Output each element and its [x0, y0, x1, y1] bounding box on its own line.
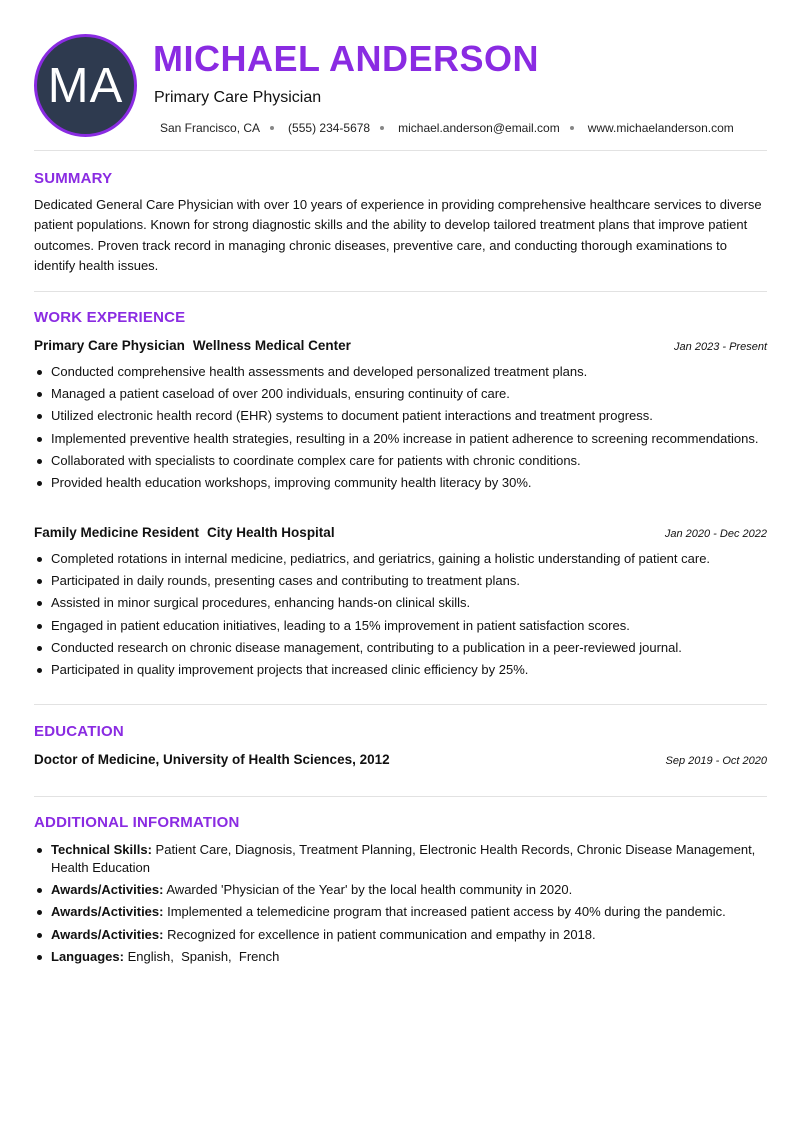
item-text: Awarded 'Physician of the Year' by the local health community in 2020. — [166, 882, 573, 898]
job-header — [34, 338, 767, 353]
item-text: English, Spanish, French — [127, 948, 280, 964]
education-entry — [34, 752, 767, 767]
divider — [34, 291, 767, 292]
item-text: Recognized for excellence in patient communication and empathy in 2018. — [167, 926, 596, 942]
list-item: Completed rotations in internal medicine, pediatrics, and geriatrics, gaining a holistic understanding of patient care. — [34, 550, 767, 568]
summary-heading: SUMMARY — [34, 170, 113, 187]
job-role: Primary Care Physician — [34, 338, 185, 353]
job-bullet-list — [34, 550, 767, 683]
list-item: Managed a patient caseload of over 200 individuals, ensuring continuity of care. — [34, 385, 767, 403]
list-item — [34, 881, 767, 899]
list-item: Engaged in patient education initiatives, leading to a 15% improvement in patient satisfaction scores. — [34, 617, 767, 635]
divider — [34, 150, 767, 151]
contact-location: San Francisco, CA — [160, 121, 261, 135]
list-item: Participated in daily rounds, presenting cases and contributing to treatment plans. — [34, 572, 767, 590]
separator-dot — [570, 126, 574, 130]
separator-dot — [380, 126, 384, 130]
item-label: Awards/Activities: — [51, 926, 164, 942]
avatar-initials: MA — [47, 58, 124, 113]
separator-dot — [270, 126, 274, 130]
job-company: City Health Hospital — [207, 525, 335, 540]
list-item: Participated in quality improvement projects that increased clinic efficiency by 25%. — [34, 661, 767, 679]
item-text: Patient Care, Diagnosis, Treatment Planning, Electronic Health Records, Chronic Disease Management, Health Education — [51, 842, 756, 875]
additional-info-list — [34, 841, 767, 970]
list-item: Collaborated with specialists to coordinate complex care for patients with chronic conditions. — [34, 452, 767, 470]
additional-info-heading: ADDITIONAL INFORMATION — [34, 814, 240, 831]
divider — [34, 796, 767, 797]
job-company: Wellness Medical Center — [192, 338, 351, 353]
list-item: Utilized electronic health record (EHR) systems to document patient interactions and treatment progress. — [34, 407, 767, 425]
list-item — [34, 841, 767, 877]
list-item: Conducted comprehensive health assessments and developed personalized treatment plans. — [34, 363, 767, 381]
candidate-title: Primary Care Physician — [154, 89, 322, 106]
job-role: Family Medicine Resident — [34, 525, 200, 540]
job-header — [34, 525, 767, 540]
list-item: Conducted research on chronic disease management, contributing to a publication in a peer-reviewed journal. — [34, 639, 767, 657]
list-item — [34, 903, 767, 921]
list-item — [34, 926, 767, 944]
contact-bar — [160, 121, 734, 135]
item-label: Awards/Activities: — [51, 882, 164, 898]
education-heading: EDUCATION — [34, 723, 124, 740]
summary-text: Dedicated General Care Physician with over 10 years of experience in providing comprehensive healthcare services to diverse patient populations. Known for strong diagnostic skills and the ability to develop tailored treatment plans that improve patient outcomes. Proven track record in managing chronic diseases, preventive care, and conducting thorough examinations to identify health issues. — [34, 197, 762, 274]
divider — [34, 704, 767, 705]
item-label: Awards/Activities: — [51, 904, 164, 920]
item-text: Implemented a telemedicine program that increased patient access by 40% during the pandemic. — [167, 904, 726, 920]
list-item: Provided health education workshops, improving community health literacy by 30%. — [34, 474, 767, 492]
contact-phone: (555) 234-5678 — [288, 121, 371, 135]
list-item — [34, 948, 767, 966]
list-item: Assisted in minor surgical procedures, enhancing hands-on clinical skills. — [34, 594, 767, 612]
education-dates: Sep 2019 - Oct 2020 — [665, 755, 767, 767]
job-dates: Jan 2023 - Present — [674, 341, 767, 353]
item-label: Languages: — [51, 948, 124, 964]
job-title — [34, 338, 351, 353]
contact-website[interactable]: www.michaelanderson.com — [587, 121, 734, 135]
avatar — [34, 34, 137, 137]
job-dates: Jan 2020 - Dec 2022 — [664, 528, 767, 540]
job-title — [34, 525, 335, 540]
list-item: Implemented preventive health strategies, resulting in a 20% increase in patient adherence to screening recommendations. — [34, 430, 767, 448]
item-label: Technical Skills: — [51, 842, 152, 857]
work-experience-heading: WORK EXPERIENCE — [34, 309, 186, 326]
candidate-name: MICHAEL ANDERSON — [153, 38, 540, 79]
job-bullet-list — [34, 363, 767, 496]
contact-email[interactable]: michael.anderson@email.com — [398, 121, 560, 135]
education-degree: Doctor of Medicine, University of Health Sciences, 2012 — [34, 752, 390, 767]
